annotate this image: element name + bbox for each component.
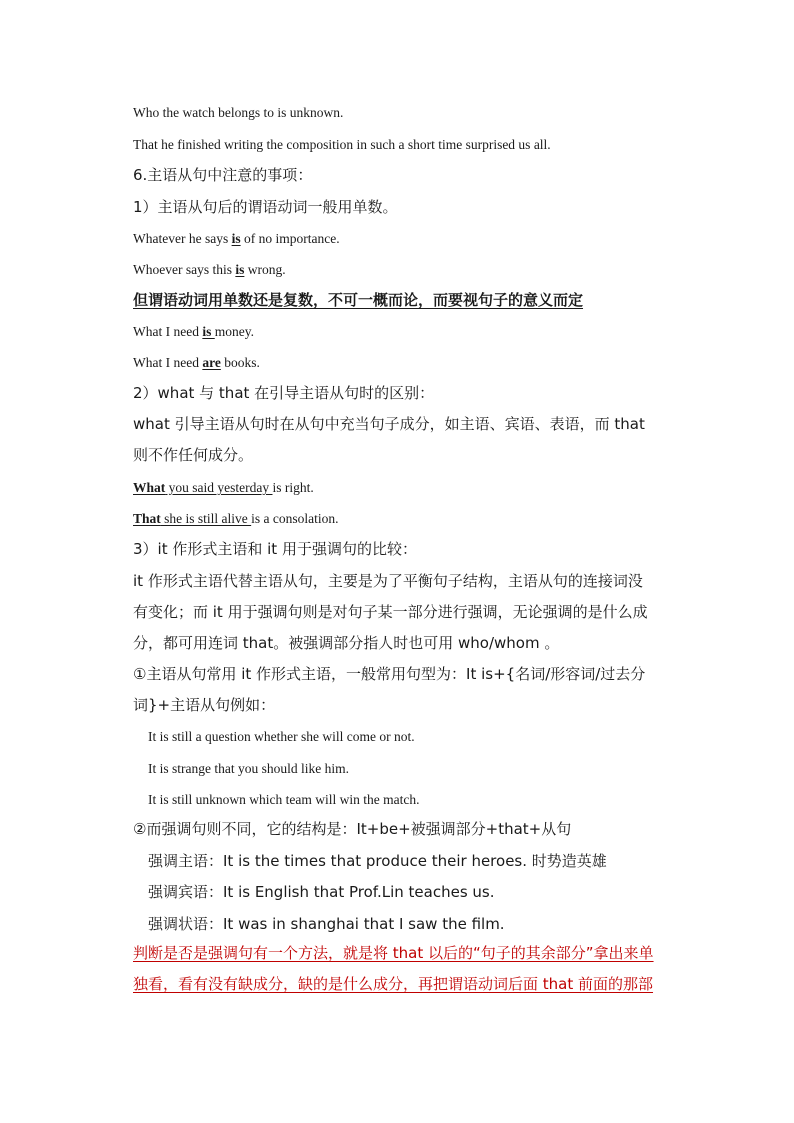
rule-text: 2）what 与 that 在引导主语从句时的区别： <box>133 384 435 402</box>
sentence-part: of no importance. <box>240 231 340 246</box>
paragraph-line: 分，都可用连词 that。被强调部分指人时也可用 who/whom 。 <box>133 634 560 652</box>
emphasized-verb: is <box>231 231 241 246</box>
sentence-part: What I need <box>133 355 203 370</box>
example-sentence <box>133 263 286 277</box>
example-sentence: 强调主语：It is the times that produce their heroes. 时势造英雄 <box>148 852 607 870</box>
rule-text: what 引导主语从句时在从句中充当句子成分，如主语、宾语、表语，而 that <box>133 415 645 433</box>
highlighted-rule: 但谓语动词用单数还是复数，不可一概而论，而要视句子的意义而定 <box>133 291 584 309</box>
paragraph-line: it 作形式主语代替主语从句，主要是为了平衡句子结构，主语从句的连接词没 <box>133 572 643 590</box>
example-sentence: 强调宾语：It is English that Prof.Lin teaches us. <box>148 883 495 901</box>
paragraph-line: 有变化；而 it 用于强调句则是对句子某一部分进行强调，无论强调的是什么成 <box>133 603 648 621</box>
sentence-part: Whatever he says <box>133 231 232 246</box>
emphasized-verb: is <box>235 262 245 277</box>
subject-clause: you said yesterday <box>165 480 273 495</box>
example-sentence <box>133 356 260 370</box>
red-note-line: 独看，看有没有缺成分，缺的是什么成分，再把谓语动词后面 that 前面的那部 <box>133 975 654 993</box>
rule-text: 则不作任何成分。 <box>133 446 254 464</box>
emphasized-verb: is <box>202 324 215 339</box>
rule-text: 1）主语从句后的谓语动词一般用单数。 <box>133 198 398 216</box>
sentence-part: Whoever says this <box>133 262 236 277</box>
example-sentence <box>133 232 340 246</box>
example-sentence: 强调状语：It was in shanghai that I saw the film. <box>148 915 505 933</box>
sentence-part: money. <box>214 324 254 339</box>
example-sentence <box>133 512 339 526</box>
example-sentence <box>133 325 254 339</box>
example-sentence <box>133 481 314 495</box>
example-sentence: That he finished writing the composition in such a short time surprised us all. <box>133 137 551 152</box>
connective-word: What <box>133 480 166 495</box>
sentence-part: is a consolation. <box>251 511 339 526</box>
red-note-line: 判断是否是强调句有一个方法，就是将 that 以后的“句子的其余部分”拿出来单 <box>133 944 654 962</box>
example-sentence: It is still a question whether she will come or not. <box>148 729 415 744</box>
example-sentence: It is strange that you should like him. <box>148 761 349 776</box>
example-sentence: Who the watch belongs to is unknown. <box>133 105 344 120</box>
paragraph-line: ②而强调句则不同，它的结构是：It+be+被强调部分+that+从句 <box>133 820 572 838</box>
example-sentence: It is still unknown which team will win the match. <box>148 792 420 807</box>
paragraph-line: ①主语从句常用 it 作形式主语，一般常用句型为：It is+{名词/形容词/过去分 <box>133 665 646 683</box>
sentence-part: wrong. <box>244 262 286 277</box>
section-heading: 6.主语从句中注意的事项： <box>133 166 313 184</box>
rule-text: 3）it 作形式主语和 it 用于强调句的比较： <box>133 540 417 558</box>
subject-clause: she is still alive <box>160 511 252 526</box>
sentence-part: books. <box>220 355 260 370</box>
sentence-part: is right. <box>272 480 314 495</box>
sentence-part: What I need <box>133 324 203 339</box>
emphasized-verb: are <box>202 355 221 370</box>
paragraph-line: 词}+主语从句例如： <box>133 696 276 714</box>
connective-word: That <box>133 511 161 526</box>
